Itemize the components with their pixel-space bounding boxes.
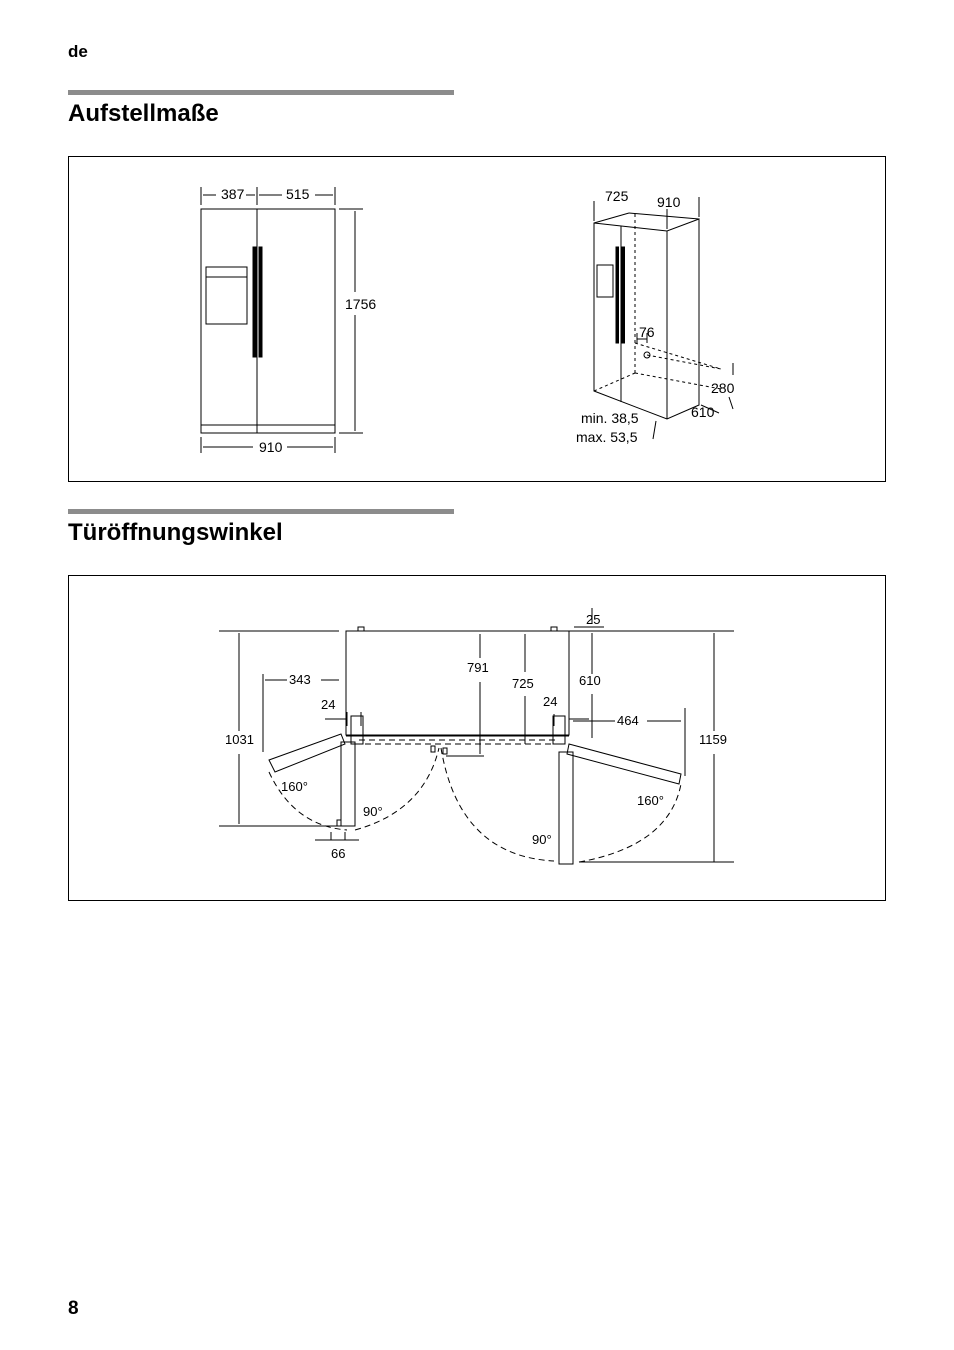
dim-1031: 1031: [225, 732, 254, 747]
section-rule: [68, 509, 454, 514]
right-door-90: [559, 752, 573, 864]
section-title-door-opening-angle: Türöffnungswinkel: [68, 519, 283, 546]
dim-464: 464: [617, 713, 639, 728]
page-number: 8: [68, 1298, 79, 1319]
dim-387: 387: [221, 186, 245, 202]
dim-515: 515: [286, 186, 310, 202]
installation-dimensions-figure: [68, 156, 886, 482]
installation-dimensions-drawing: [69, 157, 885, 481]
dim-24-left: 24: [321, 697, 336, 712]
dim-725-iso: 725: [605, 188, 629, 204]
fridge-front-outline: [201, 209, 335, 433]
dim-910-iso: 910: [657, 194, 681, 210]
section-title-installation-dimensions: Aufstellmaße: [68, 100, 219, 127]
right-door-160: [567, 744, 681, 784]
dim-610-iso: 610: [691, 404, 715, 420]
water-dispenser: [206, 267, 247, 324]
dim-725: 725: [512, 676, 534, 691]
angle-90-right: 90°: [532, 832, 552, 847]
dim-66: 66: [331, 846, 346, 861]
door-opening-angle-drawing: [69, 576, 885, 900]
dim-280: 280: [711, 380, 735, 396]
section-rule: [68, 90, 454, 95]
dim-76: 76: [639, 324, 655, 340]
language-code: de: [68, 42, 88, 61]
left-door-90: [341, 742, 355, 826]
angle-90-left: 90°: [363, 804, 383, 819]
dim-343: 343: [289, 672, 311, 687]
fridge-iso-outline: [594, 219, 699, 419]
angle-160-left: 160°: [281, 779, 308, 794]
angle-160-right: 160°: [637, 793, 664, 808]
dim-25: 25: [586, 612, 601, 627]
dim-910-front: 910: [259, 439, 283, 455]
dim-gap-min: min. 38,5: [581, 410, 639, 426]
left-door-160: [269, 734, 345, 772]
dim-610: 610: [579, 673, 601, 688]
dim-1756: 1756: [345, 296, 377, 312]
door-opening-angle-figure: [68, 575, 886, 901]
dim-791: 791: [467, 660, 489, 675]
dim-gap-max: max. 53,5: [576, 429, 638, 445]
cabinet-top-view: [346, 631, 569, 735]
dim-1159: 1159: [699, 732, 727, 747]
dim-24-right: 24: [543, 694, 558, 709]
